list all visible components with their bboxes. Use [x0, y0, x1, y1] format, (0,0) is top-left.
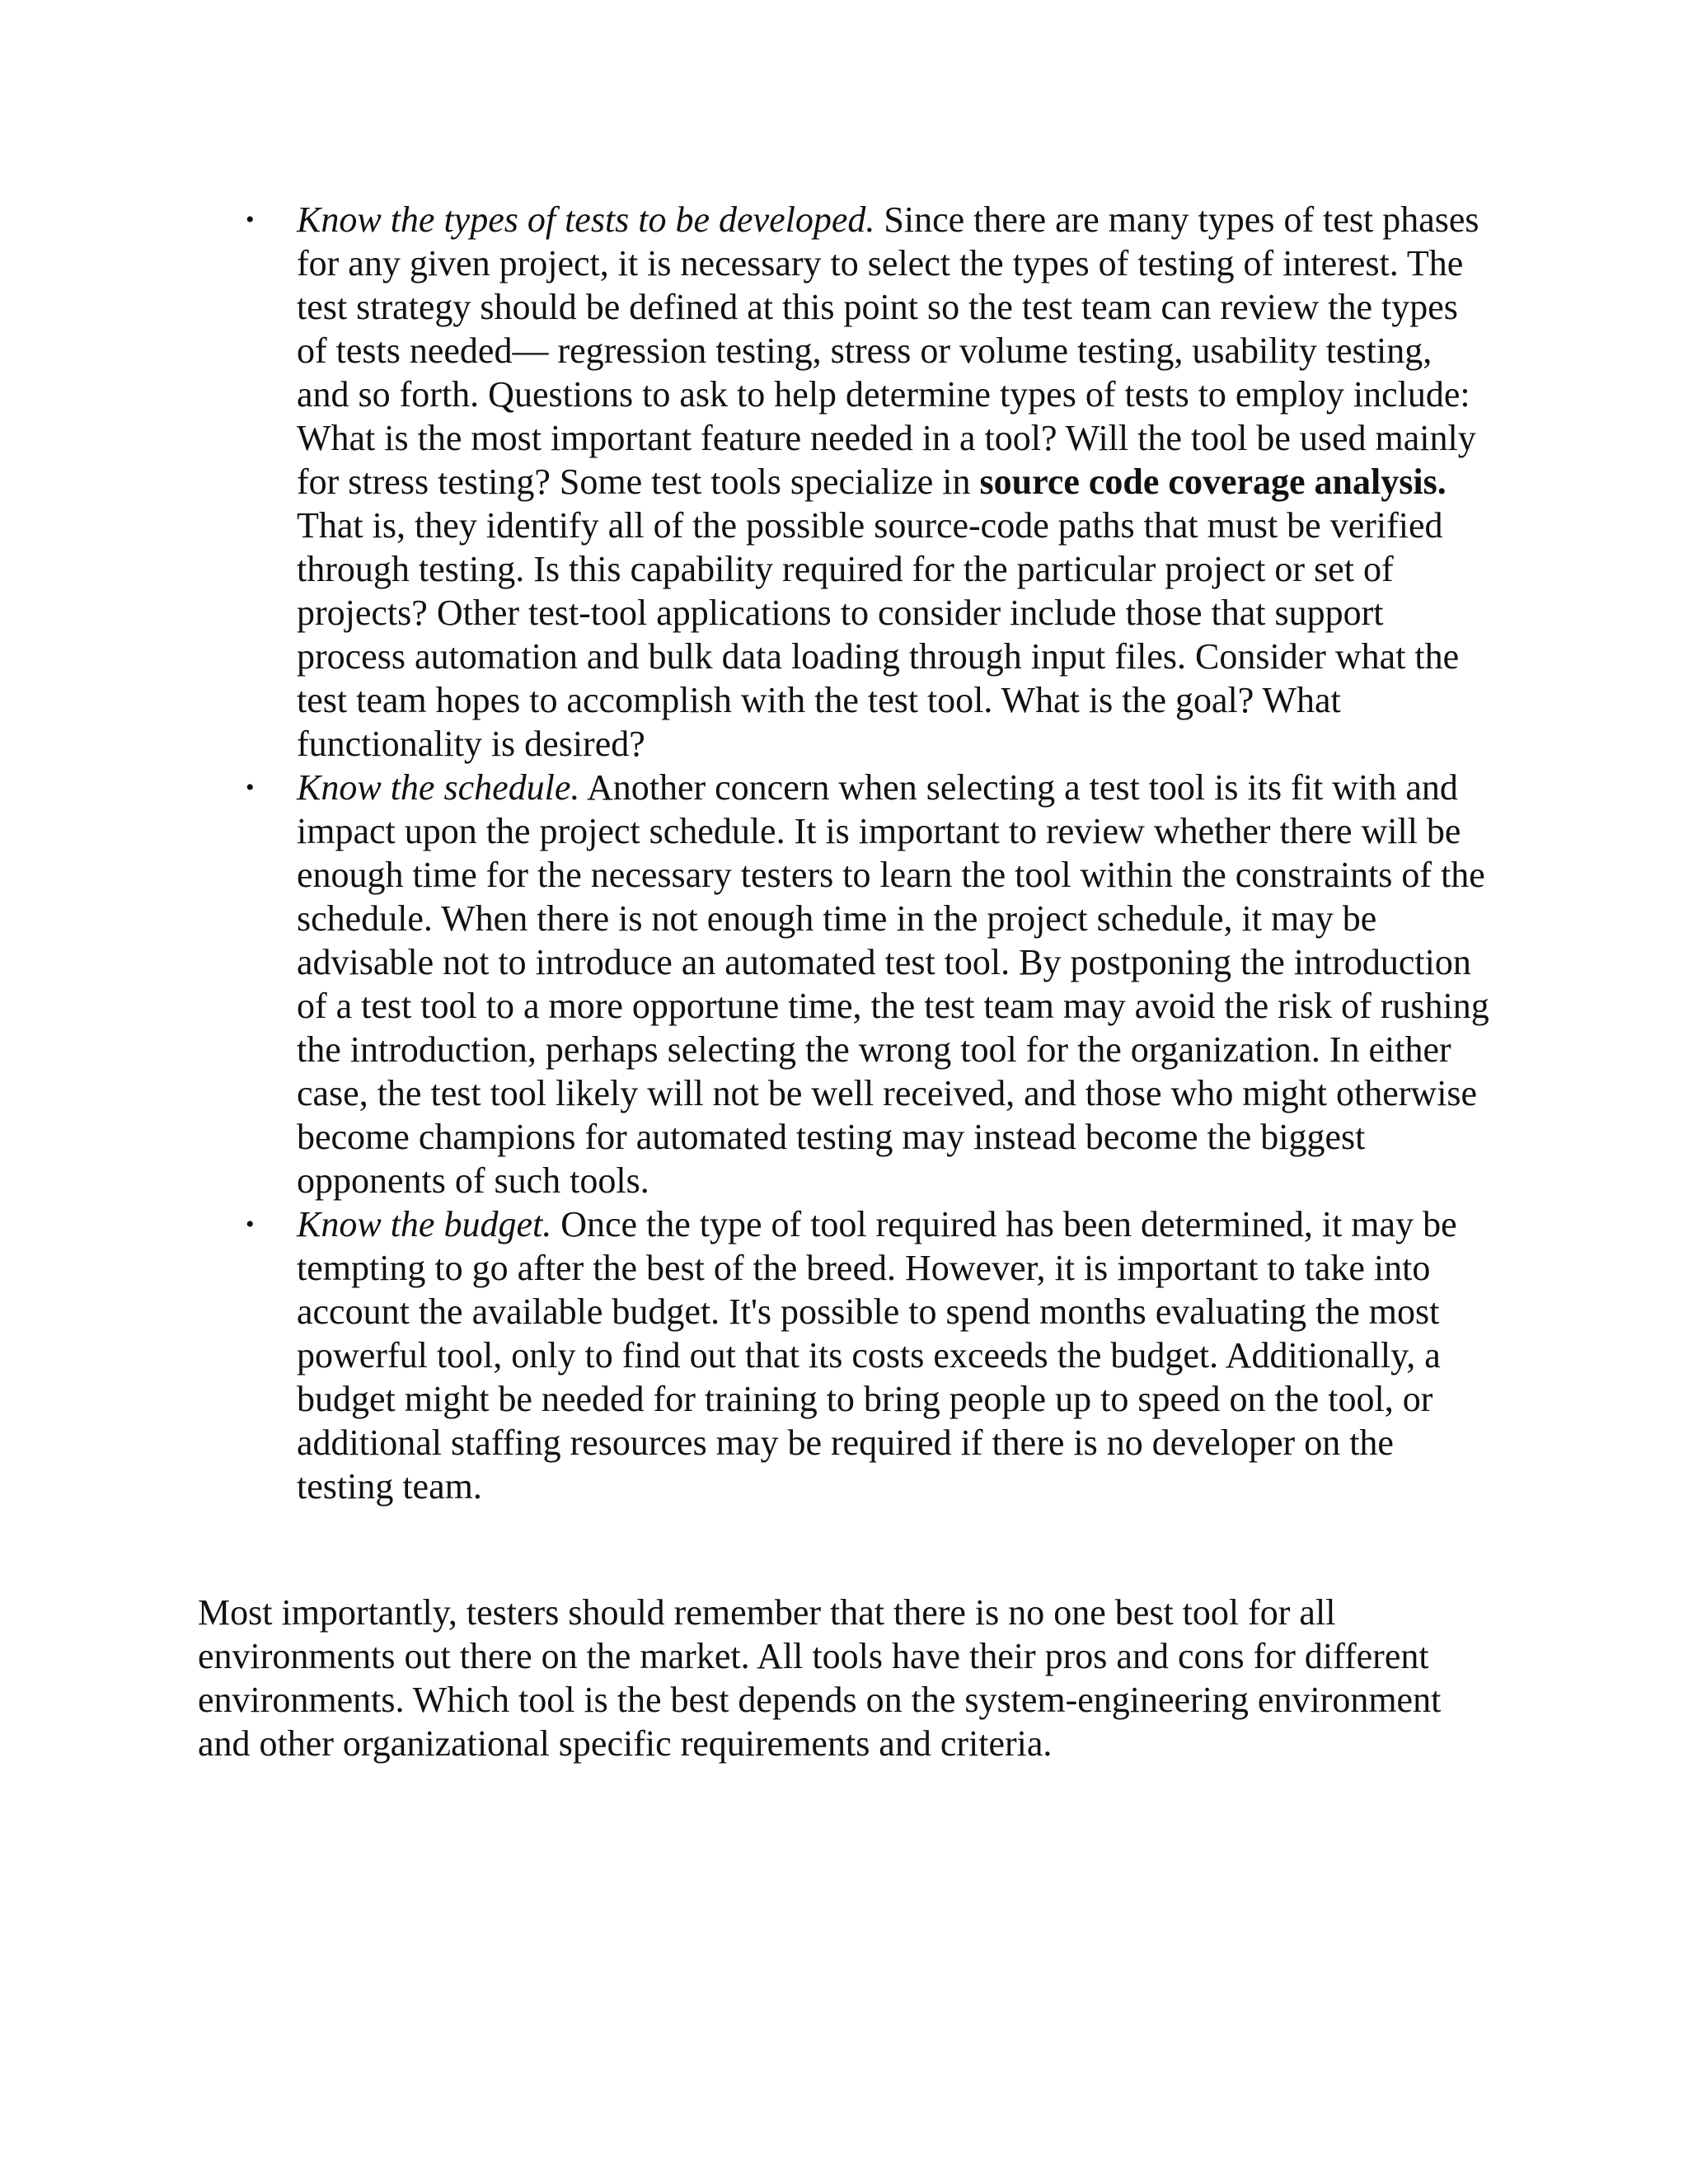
- bullet-text-test-types-part2: That is, they identify all of the possible source-code paths that must be verified through testing. Is this capability required for the particular project or set of projects? Other test-tool applications to consider include those that support process automation and bulk data loading through input files. Consider what the test team hopes to accomplish with the test tool. What is the goal? What functionality is desired?: [297, 505, 1460, 764]
- criteria-bullet-list: [246, 198, 1490, 1508]
- bold-term-source-code-coverage: source code coverage analysis.: [979, 462, 1447, 502]
- bullet-lead-schedule: Know the schedule.: [297, 767, 580, 808]
- bullet-icon: •: [246, 774, 255, 801]
- bullet-icon: •: [246, 1211, 255, 1238]
- bullet-lead-budget: Know the budget.: [297, 1204, 552, 1244]
- bullet-item-budget: [246, 1202, 1490, 1508]
- bullet-lead-test-types: Know the types of tests to be developed.: [297, 199, 875, 240]
- bullet-icon: •: [246, 206, 255, 233]
- bullet-text-budget: Once the type of tool required has been determined, it may be tempting to go after the best of the breed. However, it is important to take into account the available budget. It's possible to spend months evaluating the most powerful tool, only to find out that its costs exceeds the budget. Additionally, a budget might be needed for training to bring people up to speed on the tool, or additional staffing resources may be required if there is no developer on the testing team.: [297, 1204, 1457, 1507]
- bullet-item-schedule: [246, 766, 1490, 1202]
- bullet-text-schedule: Another concern when selecting a test tool is its fit with and impact upon the project schedule. It is important to review whether there will be enough time for the necessary testers to learn the tool within the constraints of the schedule. When there is not enough time in the project schedule, it may be advisable not to introduce an automated test tool. By postponing the introduction of a test tool to a more opportune time, the test team may avoid the risk of rushing the introduction, perhaps selecting the wrong tool for the organization. In either case, the test tool likely will not be well received, and those who might otherwise become champions for automated testing may instead become the biggest opponents of such tools.: [297, 767, 1489, 1201]
- bullet-item-test-types: [246, 198, 1490, 766]
- bullet-text-test-types-part1: Since there are many types of test phases for any given project, it is necessary to select the types of testing of interest. The test strategy should be defined at this point so the test team can review the types of tests needed— regression testing, stress or volume testing, usability testing, and so forth. Questions to ask to help determine types of tests to employ include: What is the most important feature needed in a tool? Will the tool be used mainly for stress testing? Some test tools specialize in: [297, 199, 1479, 502]
- closing-paragraph: Most importantly, testers should remember that there is no one best tool for all environments out there on the market. All tools have their pros and cons for different environments. Which tool is the best depends on the system-engineering environment and other organizational specific requirements and criteria.: [198, 1592, 1442, 1764]
